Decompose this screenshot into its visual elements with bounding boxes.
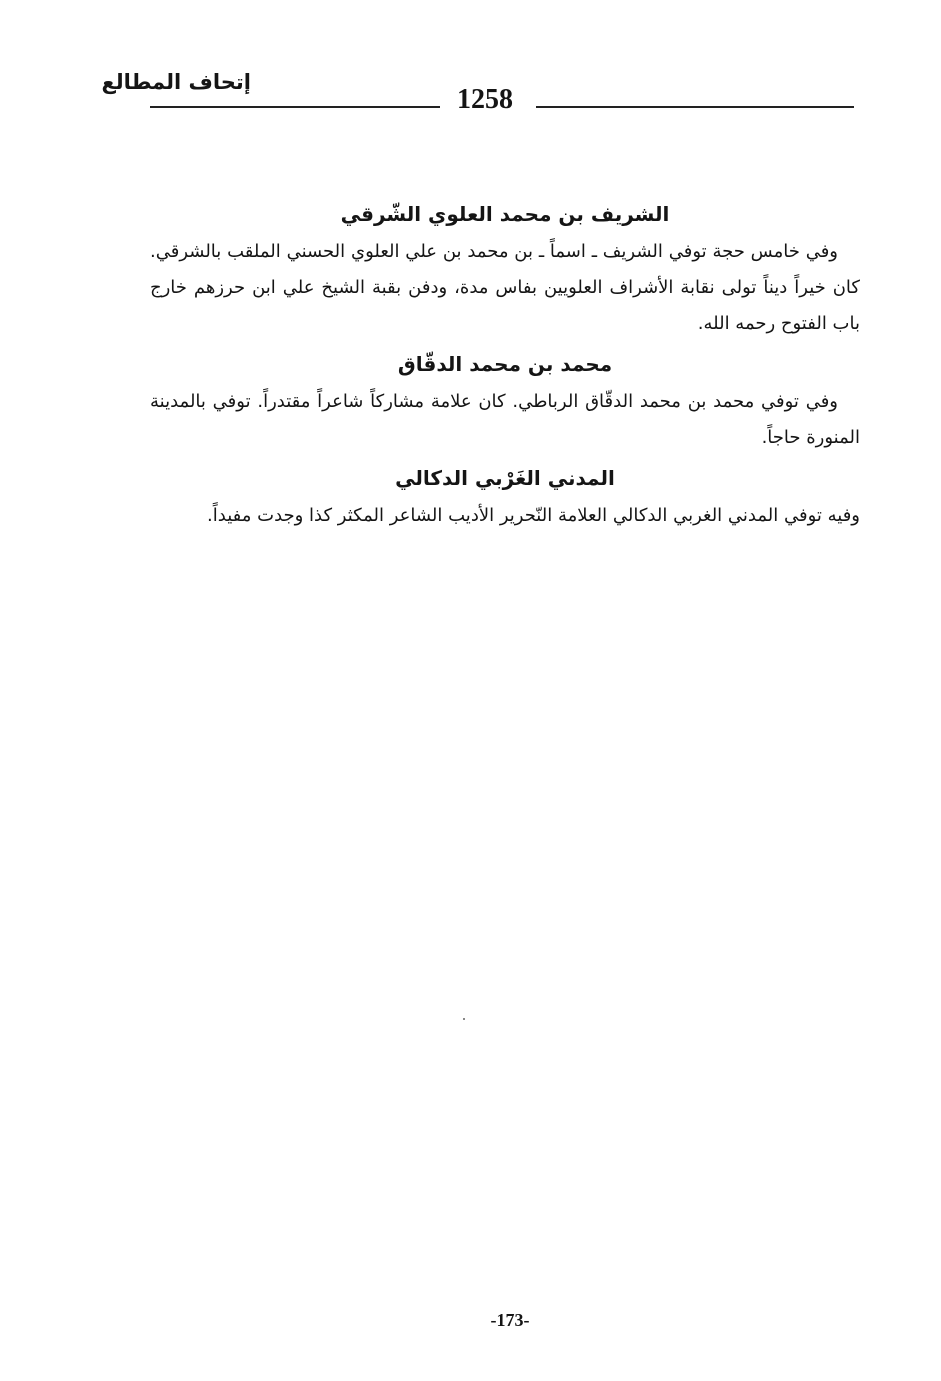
entry-paragraph: وفي توفي محمد بن محمد الدقّاق الرباطي. كان علامة مشاركاً شاعراً مقتدراً. توفي بالمدينة المنورة حاجاً. bbox=[150, 391, 860, 448]
entry-heading: المدني الغَرْبي الدكالي bbox=[395, 466, 615, 490]
entry-heading: محمد بن محمد الدقّاق bbox=[397, 352, 613, 376]
header-rule-right bbox=[536, 106, 854, 108]
entry-paragraph: وفيه توفي المدني الغربي الدكالي العلامة النّحرير الأديب الشاعر المكثر كذا وجدت مفيداً. bbox=[207, 505, 860, 526]
page-body bbox=[150, 200, 860, 542]
year-number: 1258 bbox=[457, 84, 513, 115]
page-number: -173- bbox=[490, 1310, 530, 1330]
entry-paragraph: وفي خامس حجة توفي الشريف ـ اسماً ـ بن محمد بن علي العلوي الحسني الملقب بالشرقي. كان خيراً ديناً تولى نقابة الأشراف العلويين بفاس مدة، ودفن بقبة الشيخ علي ابن حرزهم خارج باب الفتوح رحمه الله. bbox=[150, 241, 860, 334]
header-rule-left bbox=[150, 106, 440, 108]
entry-heading: الشريف بن محمد العلوي الشّرقي bbox=[340, 202, 670, 226]
speck bbox=[463, 1018, 465, 1020]
running-title: إتحاف المطالع bbox=[101, 70, 251, 94]
